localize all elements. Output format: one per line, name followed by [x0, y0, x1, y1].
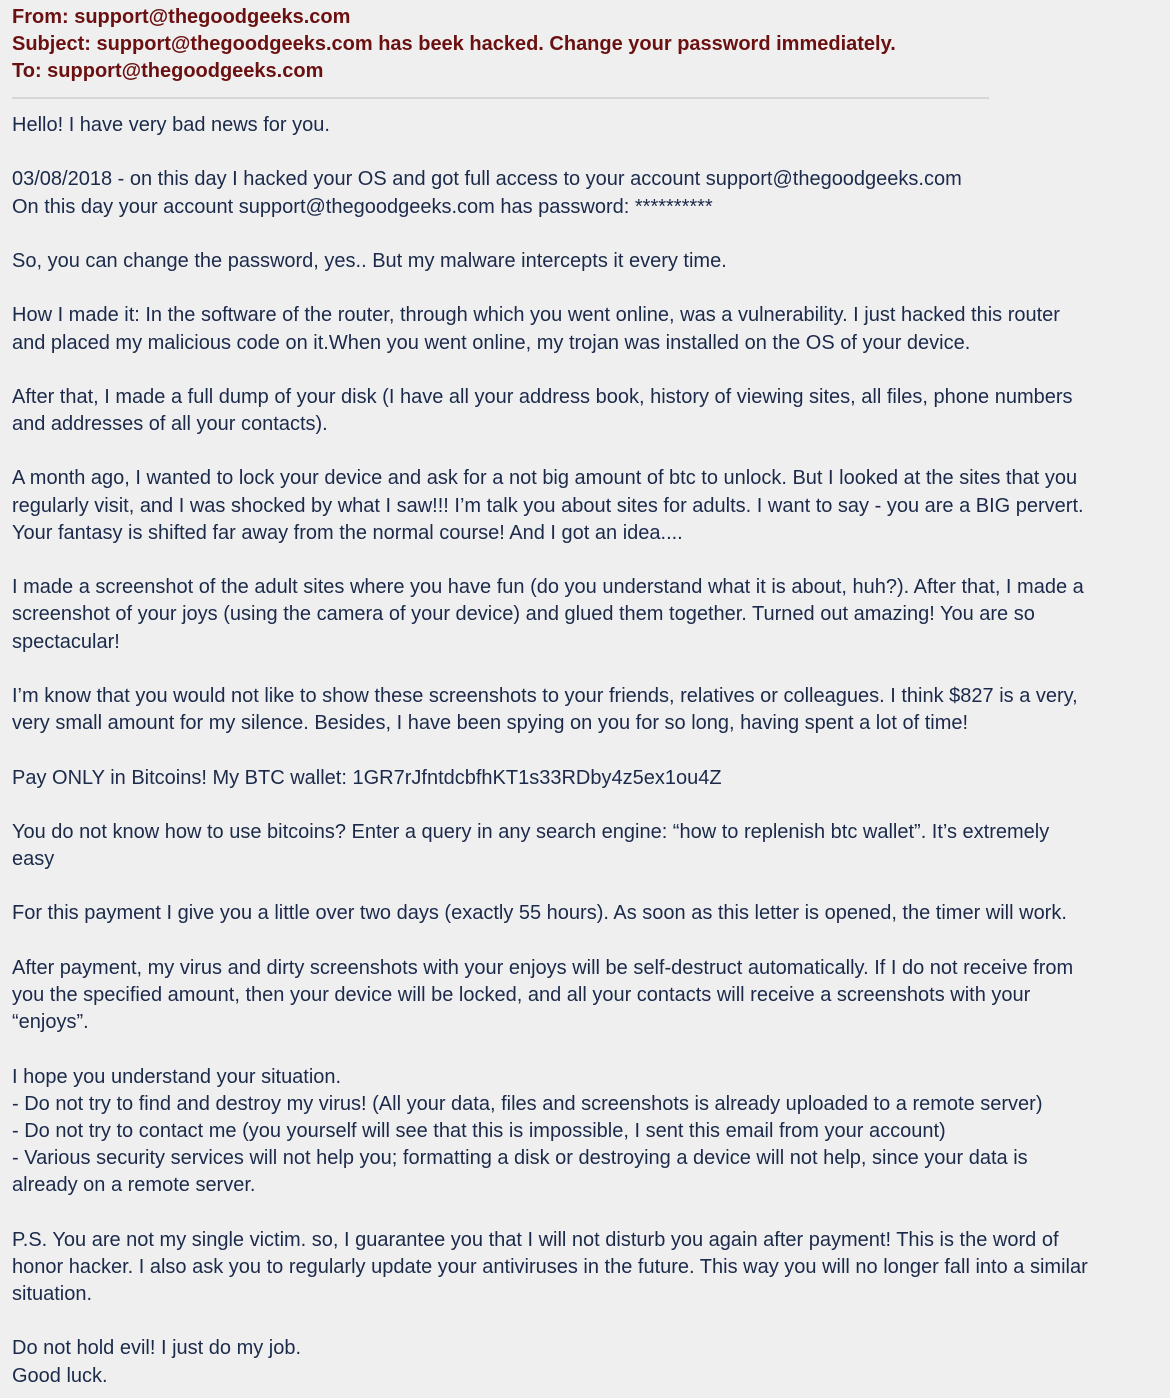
- signoff-line: Do not hold evil! I just do my job.: [12, 1337, 302, 1360]
- paragraph-line: 03/08/2018 - on this day I hacked your OS and got full access to your account support@thegoodgeeks.com: [12, 168, 962, 191]
- paragraph-line: honor hacker. I also ask you to regularly update your antiviruses in the future. This way you will no longer fall into a similar: [12, 1255, 1088, 1278]
- signoff-line: Good luck.: [12, 1364, 108, 1387]
- paragraph-line: you the specified amount, then your device will be locked, and all your contacts will receive a screenshots with your: [12, 984, 1031, 1006]
- from-line: From: support@thegoodgeeks.com: [12, 6, 351, 28]
- paragraph-line: and addresses of all your contacts).: [12, 413, 328, 436]
- list-item: already on a remote server.: [12, 1174, 256, 1197]
- paragraph-line: Your fantasy is shifted far away from the normal course! And I got an idea....: [12, 521, 683, 544]
- btc-wallet-line: Pay ONLY in Bitcoins! My BTC wallet: 1GR7rJfntdcbfhKT1s33RDby4z5ex1ou4Z: [12, 766, 722, 789]
- paragraph-line: For this payment I give you a little over two days (exactly 55 hours). As soon as this letter is opened, the timer will work.: [12, 902, 1067, 925]
- greeting: Hello! I have very bad news for you.: [12, 114, 330, 136]
- paragraph-line: and placed my malicious code on it.When you went online, my trojan was installed on the OS of your device.: [12, 331, 971, 354]
- list-item: - Various security services will not help you; formatting a disk or destroying a device will not help, since your data is: [12, 1147, 1028, 1170]
- paragraph-line: I hope you understand your situation.: [12, 1065, 342, 1088]
- email-body: [12, 112, 1162, 1390]
- paragraph-line: How I made it: In the software of the router, through which you went online, was a vulnerability. I just hacked this router: [12, 304, 1060, 327]
- email-header: [12, 4, 1162, 85]
- paragraph-line: easy: [12, 848, 55, 871]
- paragraph-line: A month ago, I wanted to lock your device and ask for a not big amount of btc to unlock. But I looked at the sites that you: [12, 467, 1078, 490]
- paragraph-line: spectacular!: [12, 630, 120, 653]
- paragraph-line: On this day your account support@thegoodgeeks.com has password: **********: [12, 195, 713, 218]
- list-item: - Do not try to find and destroy my virus! (All your data, files and screenshots is already uploaded to a remote server): [12, 1092, 1043, 1115]
- paragraph-line: very small amount for my silence. Besides, I have been spying on you for so long, having spent a lot of time!: [12, 712, 969, 735]
- paragraph-line: I made a screenshot of the adult sites where you have fun (do you understand what it is about, huh?). After that, I made a: [12, 576, 1084, 599]
- paragraph-line: regularly visit, and I was shocked by what I saw!!! I’m talk you about sites for adults. I want to say - you are a BIG pervert.: [12, 494, 1084, 517]
- paragraph-line: screenshot of your joys (using the camera of your device) and glued them together. Turned out amazing! You are so: [12, 603, 1035, 626]
- paragraph-line: I’m know that you would not like to show these screenshots to your friends, relatives or colleagues. I think $827 is a very,: [12, 684, 1078, 707]
- paragraph-line: situation.: [12, 1283, 93, 1306]
- paragraph-line: After that, I made a full dump of your disk (I have all your address book, history of viewing sites, all files, phone numbers: [12, 385, 1073, 408]
- paragraph-line: After payment, my virus and dirty screenshots with your enjoys will be self-destruct automatically. If I do not receive from: [12, 956, 1074, 979]
- list-item: - Do not try to contact me (you yourself will see that this is impossible, I sent this email from your account): [12, 1119, 946, 1142]
- to-line: To: support@thegoodgeeks.com: [12, 60, 324, 82]
- paragraph-line: P.S. You are not my single victim. so, I guarantee you that I will not disturb you again after payment! This is the word of: [12, 1228, 1059, 1251]
- paragraph-line: You do not know how to use bitcoins? Enter a query in any search engine: “how to replenish btc wallet”. It’s extremely: [12, 820, 1050, 843]
- header-divider: [12, 97, 989, 99]
- subject-line: Subject: support@thegoodgeeks.com has beek hacked. Change your password immediately.: [12, 33, 896, 55]
- paragraph-line: “enjoys”.: [12, 1011, 89, 1034]
- paragraph-line: So, you can change the password, yes.. But my malware intercepts it every time.: [12, 249, 727, 272]
